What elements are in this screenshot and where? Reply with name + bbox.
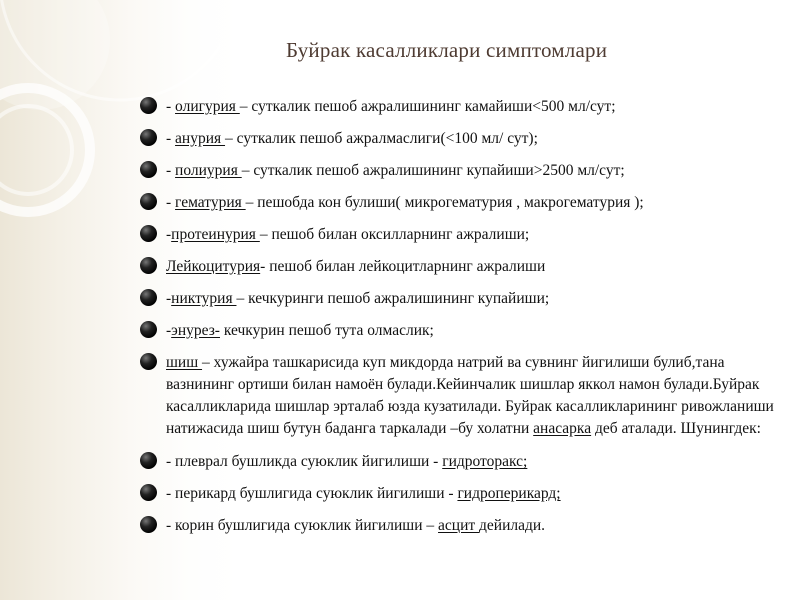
list-item (140, 515, 780, 536)
item-text: дейилади. (479, 517, 546, 534)
list-item (140, 192, 780, 213)
bullet-icon (140, 257, 157, 274)
bullet-icon (140, 129, 157, 146)
item-term: шиш (166, 354, 203, 371)
item-text: - пешоб билан лейкоцитларнинг ажралиши (260, 258, 546, 275)
item-term: олигурия (175, 98, 240, 115)
item-prefix: - (166, 322, 172, 339)
item-term: никтурия (171, 290, 237, 307)
item-term: гидроперикард; (457, 485, 561, 502)
item-text-secondary: деб аталади. Шунингдек: (591, 420, 761, 437)
item-term: анурия (175, 130, 226, 147)
item-prefix: - (166, 194, 176, 211)
item-term: гидроторакс; (442, 453, 528, 470)
page-title: Буйрак касалликлари симптомлари (286, 38, 608, 62)
list-item (140, 224, 780, 245)
list-item (140, 96, 780, 117)
item-text: – суткалик пешоб ажралишининг камайиши<500 мл/сут; (239, 98, 616, 115)
item-prefix: - (166, 130, 176, 147)
item-term: Лейкоцитурия (166, 258, 261, 275)
symptom-list (140, 96, 780, 547)
list-item (140, 352, 780, 440)
bullet-icon (140, 484, 157, 501)
item-prefix: - (166, 290, 172, 307)
item-term-secondary: анасарка (533, 420, 592, 437)
item-term: протеинурия (171, 226, 260, 243)
list-item (140, 451, 780, 472)
item-prefix: - плеврал бушликда суюклик йигилиши - (166, 453, 443, 470)
bullet-icon (140, 161, 157, 178)
item-text: – пешоб билан оксилларнинг ажралиши; (259, 226, 530, 243)
bullet-icon (140, 225, 157, 242)
bullet-icon (140, 97, 157, 114)
list-item (140, 320, 780, 341)
item-text: кечкурин пешоб тута олмаслик; (219, 322, 434, 339)
item-term: энурез- (171, 322, 220, 339)
item-text: – хужайра ташкарисида куп микдорда натрий ва сувнинг йигилиши булиб,тана вазнининг ортиши билан намоён булади.Кейинчалик шишлар яккол намон булади.Буйрак касалликларида шишлар эрталаб юзда кузатилади. Буйрак касалликларининг ривожланиши натижасида шиш бутун баданга таркалади –бу холатни (166, 354, 774, 437)
item-text: – пешобда кон булиши( микрогематурия , макрогематурия ); (245, 194, 644, 211)
bullet-icon (140, 193, 157, 210)
list-item (140, 128, 780, 149)
item-prefix: - (166, 98, 176, 115)
item-prefix: - (166, 162, 176, 179)
item-prefix: - (166, 226, 172, 243)
item-text: – суткалик пешоб ажралишининг купайиши>2500 мл/сут; (241, 162, 625, 179)
item-text: – кечкуринги пешоб ажралишининг купайиши; (236, 290, 550, 307)
list-item (140, 483, 780, 504)
item-prefix: - корин бушлигида суюклик йигилиши – (166, 517, 439, 534)
bullet-icon (140, 452, 157, 469)
list-item (140, 288, 780, 309)
item-term: гематурия (175, 194, 246, 211)
bullet-icon (140, 353, 157, 370)
bullet-icon (140, 516, 157, 533)
list-item (140, 160, 780, 181)
list-item (140, 256, 780, 277)
item-term: полиурия (175, 162, 242, 179)
item-text: – суткалик пешоб ажралмаслиги(<100 мл/ сут); (225, 130, 538, 147)
item-term: асцит (438, 517, 480, 534)
bullet-icon (140, 289, 157, 306)
bullet-icon (140, 321, 157, 338)
item-prefix: - перикард бушлигида суюклик йигилиши - (166, 485, 458, 502)
